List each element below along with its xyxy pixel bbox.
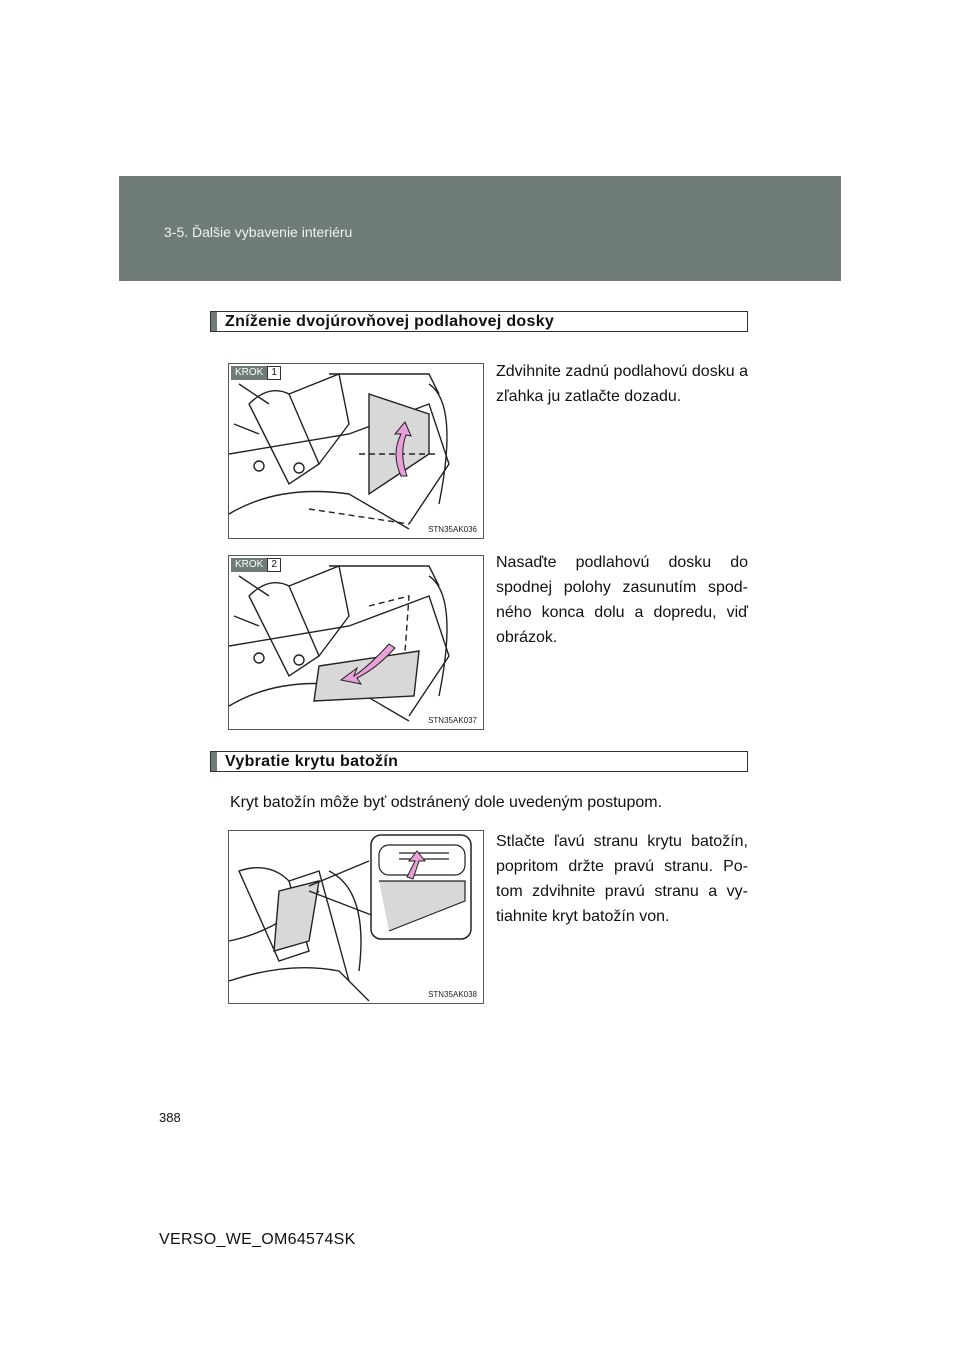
section-title-bar [210,751,748,772]
step-word: KROK [231,366,267,380]
step-number: 2 [267,558,281,572]
trunk-illustration-2 [229,556,484,730]
step-1-text: Zdvihnite zadnú podlahovú dosku a zľahka ju zatlačte dozadu. [496,363,748,405]
figure-code: STN35AK036 [428,525,477,534]
section-accent [211,312,217,331]
section-title-bar [210,311,748,332]
step-word: KROK [231,558,267,572]
step-badge [231,558,281,572]
step-2-text: Nasaďte podlahovú dosku do spodnej polohy zasunutím spod-ného konca dolu a dopredu, viď obrázok. [496,554,748,646]
page-number: 388 [159,1110,181,1125]
section-intro: Kryt batožín môže byť odstránený dole uvedeným postupom. [230,794,663,811]
section-title: Zníženie dvojúrovňovej podlahovej dosky [225,313,555,330]
section-title: Vybratie krytu batožín [225,753,399,770]
cover-removal-text: Stlačte ľavú stranu krytu batožín, popritom držte pravú stranu. Po-tom zdvihnite pravú stranu a vy-tiahnite kryt batožín von. [496,833,748,925]
figure-cover-removal [228,830,484,1004]
section-header: 3-5. Ďalšie vybavenie interiéru [164,224,353,240]
step-number: 1 [267,366,281,380]
trunk-illustration-1 [229,364,484,539]
document-code: VERSO_WE_OM64574SK [159,1231,356,1248]
step-badge [231,366,281,380]
figure-code: STN35AK038 [428,990,477,999]
figure-step-1 [228,363,484,539]
header-band [119,176,841,281]
cover-illustration [229,831,484,1004]
figure-step-2 [228,555,484,730]
figure-code: STN35AK037 [428,716,477,725]
section-accent [211,752,217,771]
